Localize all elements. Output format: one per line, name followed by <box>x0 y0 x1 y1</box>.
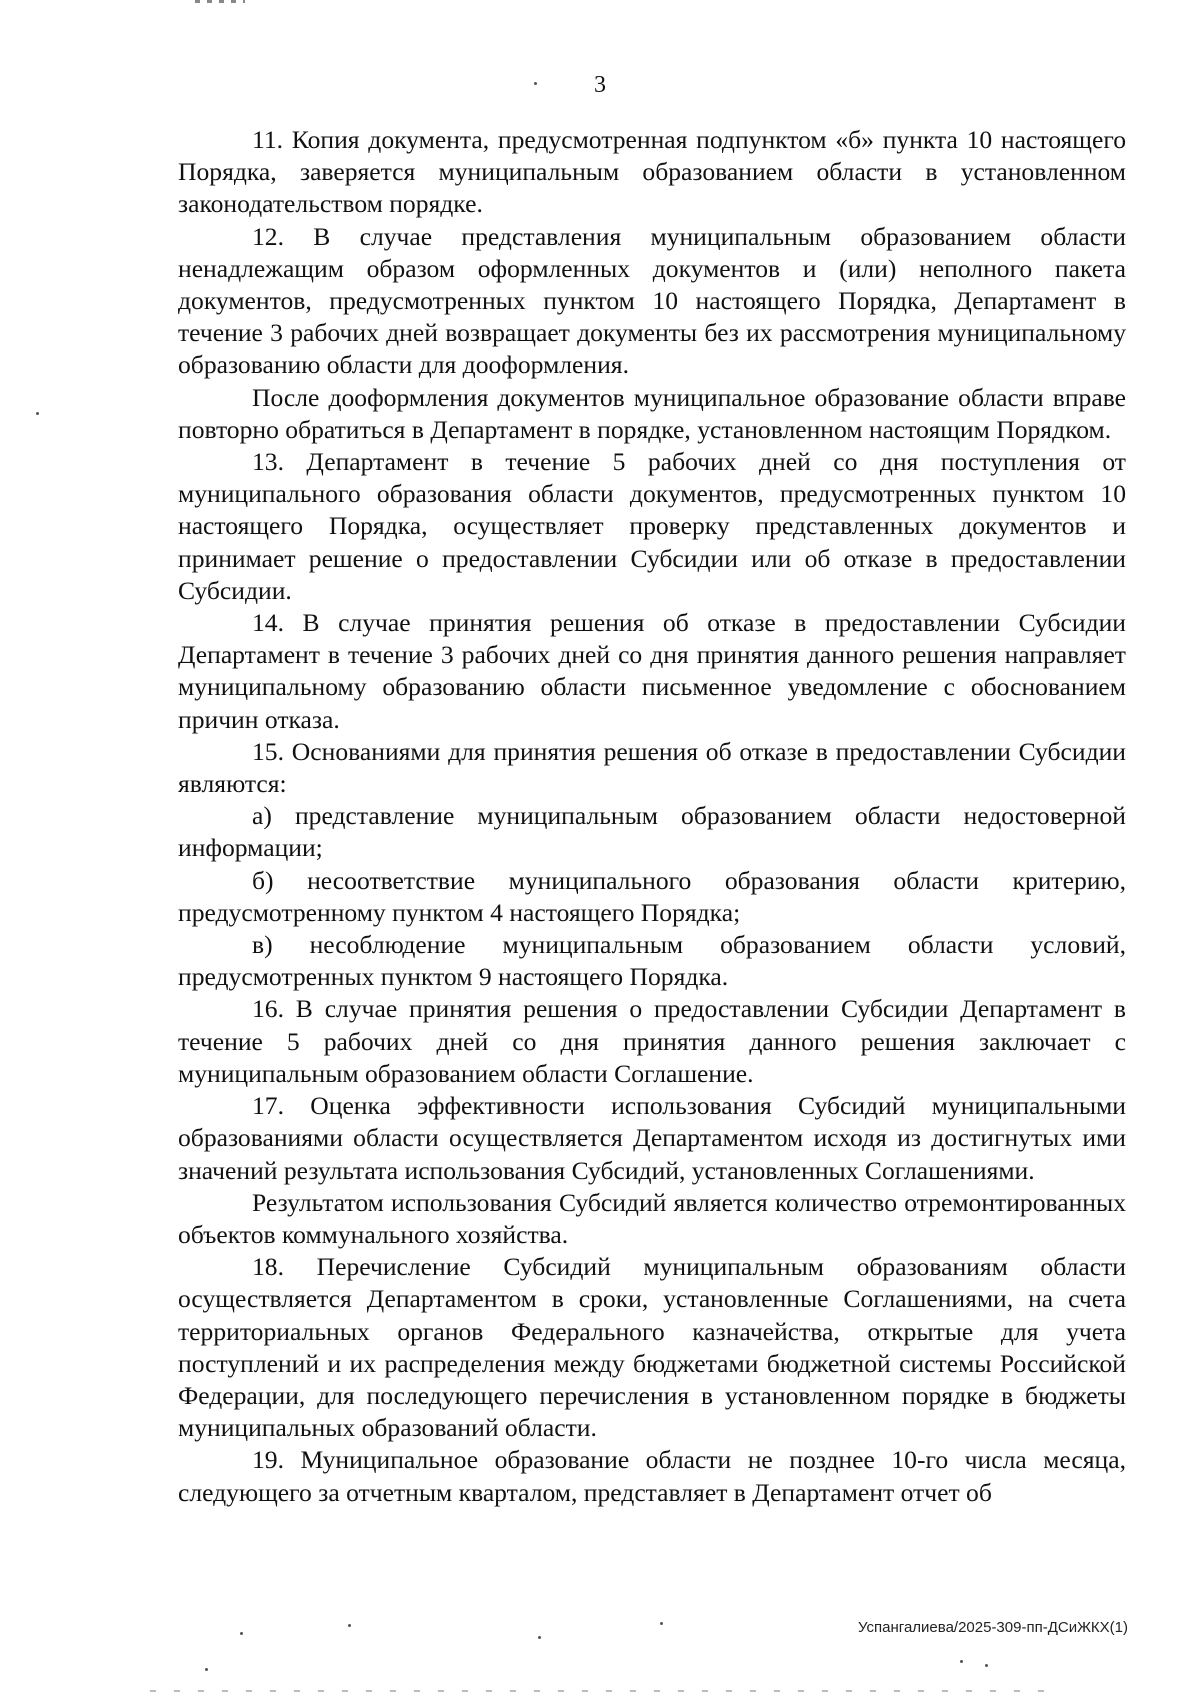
paragraph-19: 19. Муниципальное образование области не позднее 10-го числа месяца, следующего за отчетным кварталом, представляет в Департамент отчет об <box>178 1445 1126 1507</box>
paragraph-17-continuation: Результатом использования Субсидий является количество отремонтированных объектов коммунального хозяйства. <box>178 1187 1126 1249</box>
scan-speck <box>348 1624 351 1627</box>
scan-speck <box>660 1622 663 1625</box>
paragraph-15: 15. Основаниями для принятия решения об отказе в предоставлении Субсидии являются: <box>178 736 1126 799</box>
scan-speck <box>36 412 39 415</box>
paragraph-13: 13. Департамент в течение 5 рабочих дней со дня поступления от муниципального образования области документов, предусмотренных пунктом 10 настоящего Порядка, осуществляет проверку представленных документов и принимает решение о предоставлении Субсидии или об отказе в предоставлении Субсидии. <box>178 447 1126 605</box>
scan-speck <box>205 1668 208 1671</box>
scan-speck <box>538 1636 541 1639</box>
paragraph-15-item-b: б) несоответствие муниципального образования области критерию, предусмотренному пунктом 4 настоящего Порядка; <box>178 865 1126 927</box>
page-number: 3 <box>594 72 606 98</box>
paragraph-12-continuation: После дооформления документов муниципальное образование области вправе повторно обратиться в Департамент в порядке, установленном настоящим Порядком. <box>178 382 1126 444</box>
footer-filename: Успангалиева/2025-309-пп-ДСиЖКХ(1) <box>858 1619 1128 1636</box>
paragraph-12: 12. В случае представления муниципальным образованием области ненадлежащим образом оформленных документов и (или) неполного пакета документов, предусмотренных пунктом 10 настоящего Порядка, Департамент в течение 3 рабочих дней возвращает документы без их рассмотрения муниципальному образованию области для дооформления. <box>178 221 1126 380</box>
paragraph-14: 14. В случае принятия решения об отказе в предоставлении Субсидии Департамент в течение 3 рабочих дней со дня принятия данного решения направляет муниципальному образованию области письменное уведомление с обоснованием причин отказа. <box>178 608 1126 734</box>
paragraph-15-item-a: а) представление муниципальным образованием области недостоверной информации; <box>178 801 1126 863</box>
paragraph-16: 16. В случае принятия решения о предоставлении Субсидии Департамент в течение 5 рабочих дней со дня принятия данного решения заключает с муниципальным образованием области Соглашение. <box>178 994 1126 1088</box>
paragraph-11: 11. Копия документа, предусмотренная подпунктом «б» пункта 10 настоящего Порядка, заверяется муниципальным образованием области в установленном законодательством порядке. <box>178 125 1126 219</box>
scan-speck <box>960 1660 963 1663</box>
document-body <box>178 124 1126 1509</box>
paragraph-15-item-c: в) несоблюдение муниципальным образованием области условий, предусмотренных пунктом 9 настоящего Порядка. <box>178 930 1126 992</box>
scan-artifact-top <box>195 0 245 3</box>
scan-artifact-bottom <box>150 1690 1050 1692</box>
scan-speck <box>534 82 537 85</box>
scan-speck <box>985 1664 988 1667</box>
paragraph-17: 17. Оценка эффективности использования Субсидий муниципальными образованиями области осуществляется Департаментом исходя из достигнутых ими значений результата использования Субсидий, установленных Соглашениями. <box>178 1091 1126 1185</box>
paragraph-18: 18. Перечисление Субсидий муниципальным образованиям области осуществляется Департаментом в сроки, установленные Соглашениями, на счета территориальных органов Федерального казначейства, открытые для учета поступлений и их распределения между бюджетами бюджетной системы Российской Федерации, для последующего перечисления в установленном порядке в бюджеты муниципальных образований области. <box>178 1252 1126 1443</box>
scan-speck <box>240 1632 243 1635</box>
